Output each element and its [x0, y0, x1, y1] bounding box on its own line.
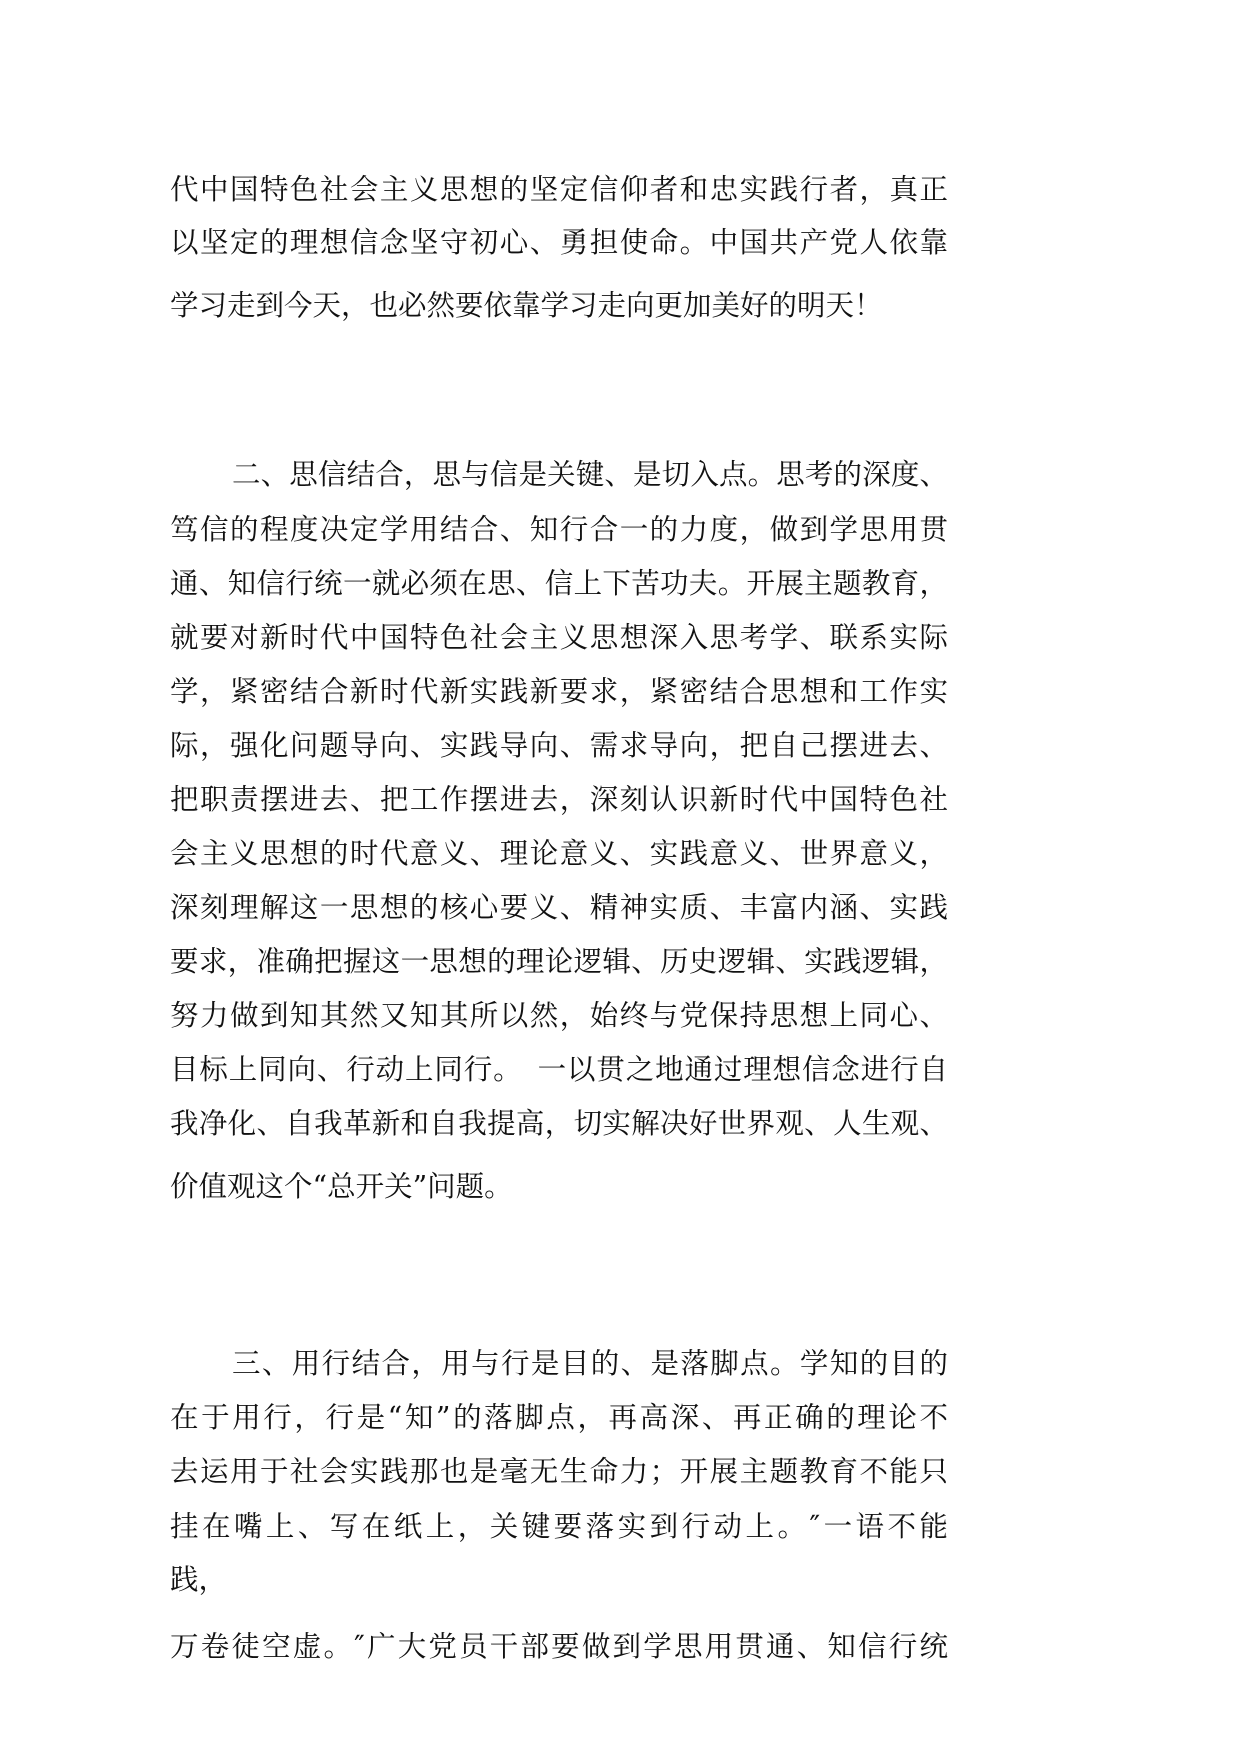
text-line: 我净化、自我革新和自我提高，切实解决好世界观、人生观、	[170, 1107, 948, 1140]
text-line: 价值观这个“总开关”问题。	[170, 1170, 513, 1203]
text-line: 代中国特色社会主义思想的坚定信仰者和忠实践行者，真正	[170, 173, 948, 206]
text-line: 去运用于社会实践那也是毫无生命力；开展主题教育不能只	[170, 1455, 948, 1488]
text-line: 学，紧密结合新时代新实践新要求，紧密结合思想和工作实	[170, 675, 948, 708]
text-line: 在于用行，行是“知”的落脚点，再高深、再正确的理论不	[170, 1401, 948, 1434]
text-line: 学习走到今天，也必然要依靠学习走向更加美好的明天！	[170, 289, 883, 322]
text-line: 万卷徒空虚。″广大党员干部要做到学思用贯通、知信行统	[170, 1630, 948, 1663]
text-line: 笃信的程度决定学用结合、知行合一的力度，做到学思用贯	[170, 513, 948, 546]
text-line: 目标上同向、行动上同行。 一以贯之地通过理想信念进行自	[170, 1053, 948, 1086]
text-line: 挂在嘴上、写在纸上，关键要落实到行动上。″一语不能	[170, 1510, 948, 1543]
text-line: 二、思信结合，思与信是关键、是切入点。思考的深度、	[232, 458, 948, 491]
text-line: 把职责摆进去、把工作摆进去，深刻认识新时代中国特色社	[170, 783, 948, 816]
text-line: 以坚定的理想信念坚守初心、勇担使命。中国共产党人依靠	[170, 226, 948, 259]
text-line: 践，	[170, 1563, 228, 1596]
text-line: 努力做到知其然又知其所以然，始终与党保持思想上同心、	[170, 999, 948, 1032]
text-line: 三、用行结合，用与行是目的、是落脚点。学知的目的	[232, 1347, 948, 1380]
text-line: 通、知信行统一就必须在思、信上下苦功夫。开展主题教育，	[170, 567, 948, 600]
text-line: 要求，准确把握这一思想的理论逻辑、历史逻辑、实践逻辑，	[170, 945, 948, 978]
text-line: 深刻理解这一思想的核心要义、精神实质、丰富内涵、实践	[170, 891, 948, 924]
text-line: 会主义思想的时代意义、理论意义、实践意义、世界意义，	[170, 837, 948, 870]
text-line: 就要对新时代中国特色社会主义思想深入思考学、联系实际	[170, 621, 948, 654]
text-line: 际，强化问题导向、实践导向、需求导向，把自己摆进去、	[170, 729, 948, 762]
